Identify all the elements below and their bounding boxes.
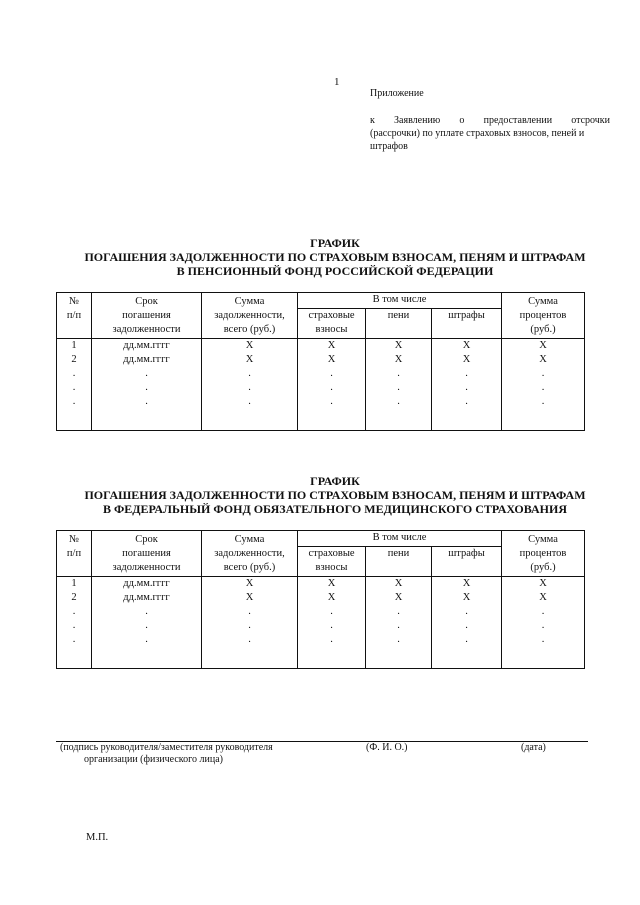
table-cell: X <box>327 592 336 603</box>
col-fines-values <box>432 577 502 669</box>
col-insurance-values <box>298 577 366 669</box>
table-cell: . <box>72 382 76 393</box>
col-penalties-values <box>366 339 432 431</box>
table-cell: . <box>72 368 76 379</box>
table-cell: . <box>145 606 148 617</box>
table-cell: . <box>145 382 148 393</box>
table-cell: . <box>397 606 400 617</box>
col-header-sum: Сумма задолженности, всего (руб.) <box>202 293 298 339</box>
col-header-term: Срок погашения задолженности <box>92 293 202 339</box>
table-cell: . <box>397 368 400 379</box>
table-cell: . <box>330 396 333 407</box>
table-cell: . <box>397 396 400 407</box>
table-cell: . <box>330 368 333 379</box>
table-cell: . <box>72 396 76 407</box>
col-header-penalties: пени <box>366 309 432 339</box>
table-cell: X <box>539 578 547 589</box>
table-cell: . <box>330 382 333 393</box>
col-interest-values <box>502 577 585 669</box>
table-cell: X <box>327 354 336 365</box>
table-cell: 1 <box>71 578 77 589</box>
col-num-values <box>57 577 92 669</box>
table-cell: . <box>541 382 545 393</box>
appendix-line-1: к Заявлению о предоставлении отсрочки <box>370 115 610 126</box>
table-cell: X <box>394 340 403 351</box>
table-cell: . <box>541 620 545 631</box>
col-header-penalties: пени <box>366 547 432 577</box>
table-cell: . <box>541 606 545 617</box>
table-cell: . <box>330 606 333 617</box>
col-header-fines: штрафы <box>432 309 502 339</box>
appendix-description <box>370 114 610 153</box>
table-cell: . <box>330 620 333 631</box>
table-cell: . <box>145 620 148 631</box>
table-cell: 2 <box>71 592 77 603</box>
table-cell: X <box>462 354 471 365</box>
col-term-values <box>92 339 202 431</box>
table-cell: . <box>397 382 400 393</box>
col-term-values <box>92 577 202 669</box>
table-cell: X <box>462 340 471 351</box>
table-cell: X <box>327 340 336 351</box>
table-cell: . <box>248 368 251 379</box>
table-cell: . <box>145 368 148 379</box>
table-cell: X <box>539 340 547 351</box>
col-header-fines: штрафы <box>432 547 502 577</box>
table-cell: . <box>248 382 251 393</box>
table-cell: . <box>397 634 400 645</box>
col-header-term: Срок погашения задолженности <box>92 531 202 577</box>
table-cell: X <box>245 592 254 603</box>
signer-caption-line-1: (подпись руководителя/заместителя руководителя <box>60 742 273 753</box>
table-cell: . <box>465 368 468 379</box>
table-cell: X <box>462 592 471 603</box>
table-cell: . <box>72 620 76 631</box>
signer-caption-line-2: организации (физического лица) <box>84 754 223 765</box>
table-cell: X <box>394 354 403 365</box>
table-cell: . <box>145 634 148 645</box>
col-sum-values <box>202 339 298 431</box>
table-cell: X <box>245 578 254 589</box>
schedule-title-line: ПОГАШЕНИЯ ЗАДОЛЖЕННОСТИ ПО СТРАХОВЫМ ВЗНОСАМ, ПЕНЯМ И ШТРАФАМ <box>84 488 586 502</box>
table-cell: 2 <box>71 354 77 365</box>
col-header-num: № п/п <box>57 293 92 339</box>
page-number: 1 <box>334 76 340 88</box>
appendix-label: Приложение <box>370 88 424 99</box>
table-cell: . <box>72 606 76 617</box>
table-cell: . <box>72 634 76 645</box>
table-cell: . <box>465 396 468 407</box>
col-insurance-values <box>298 339 366 431</box>
col-header-interest: Сумма процентов (руб.) <box>502 531 585 577</box>
table-cell: . <box>397 620 400 631</box>
col-penalties-values <box>366 577 432 669</box>
table-cell: . <box>248 634 251 645</box>
appendix-line-3: штрафов <box>370 141 408 152</box>
schedule-1-title <box>40 236 630 278</box>
table-cell: X <box>394 578 403 589</box>
table-cell: X <box>394 592 403 603</box>
table-cell: дд.мм.гггг <box>123 592 170 603</box>
table-cell: . <box>541 368 545 379</box>
table-cell: . <box>248 620 251 631</box>
table-cell: X <box>539 592 547 603</box>
schedule-2-table <box>56 530 585 669</box>
table-cell: X <box>245 354 254 365</box>
table-cell: . <box>465 382 468 393</box>
col-header-num: № п/п <box>57 531 92 577</box>
table-cell: X <box>327 578 336 589</box>
col-sum-values <box>202 577 298 669</box>
col-header-sum: Сумма задолженности, всего (руб.) <box>202 531 298 577</box>
table-cell: . <box>330 634 333 645</box>
schedule-1-table <box>56 292 585 431</box>
col-num-values <box>57 339 92 431</box>
table-cell: . <box>541 634 545 645</box>
schedule-title-line: ГРАФИК <box>310 236 360 250</box>
table-cell: . <box>465 606 468 617</box>
schedule-title-line: ГРАФИК <box>310 474 360 488</box>
table-cell: . <box>465 634 468 645</box>
col-header-insurance: страховые взносы <box>298 309 366 339</box>
stamp-place-label: М.П. <box>86 832 109 843</box>
table-cell: . <box>541 396 545 407</box>
table-cell: . <box>248 606 251 617</box>
schedule-title-line: В ПЕНСИОННЫЙ ФОНД РОССИЙСКОЙ ФЕДЕРАЦИИ <box>176 264 494 278</box>
schedule-title-line: ПОГАШЕНИЯ ЗАДОЛЖЕННОСТИ ПО СТРАХОВЫМ ВЗНОСАМ, ПЕНЯМ И ШТРАФАМ <box>84 250 586 264</box>
schedule-title-line: В ФЕДЕРАЛЬНЫЙ ФОНД ОБЯЗАТЕЛЬНОГО МЕДИЦИНСКОГО СТРАХОВАНИЯ <box>102 502 568 516</box>
table-cell: . <box>465 620 468 631</box>
table-cell: X <box>539 354 547 365</box>
table-cell: . <box>145 396 148 407</box>
table-cell: дд.мм.гггг <box>123 578 170 589</box>
col-interest-values <box>502 339 585 431</box>
col-header-interest: Сумма процентов (руб.) <box>502 293 585 339</box>
table-cell: X <box>245 340 254 351</box>
fio-caption: (Ф. И. О.) <box>366 742 408 753</box>
table-cell: . <box>248 396 251 407</box>
col-header-insurance: страховые взносы <box>298 547 366 577</box>
date-caption: (дата) <box>521 742 546 753</box>
appendix-line-2: (рассрочки) по уплате страховых взносов, пеней и <box>370 128 585 139</box>
col-header-including: В том числе <box>298 531 502 547</box>
schedule-2-title <box>40 474 630 516</box>
table-cell: X <box>462 578 471 589</box>
col-header-including: В том числе <box>298 293 502 309</box>
table-cell: 1 <box>71 340 77 351</box>
col-fines-values <box>432 339 502 431</box>
table-cell: дд.мм.гггг <box>123 340 170 351</box>
table-cell: дд.мм.гггг <box>123 354 170 365</box>
